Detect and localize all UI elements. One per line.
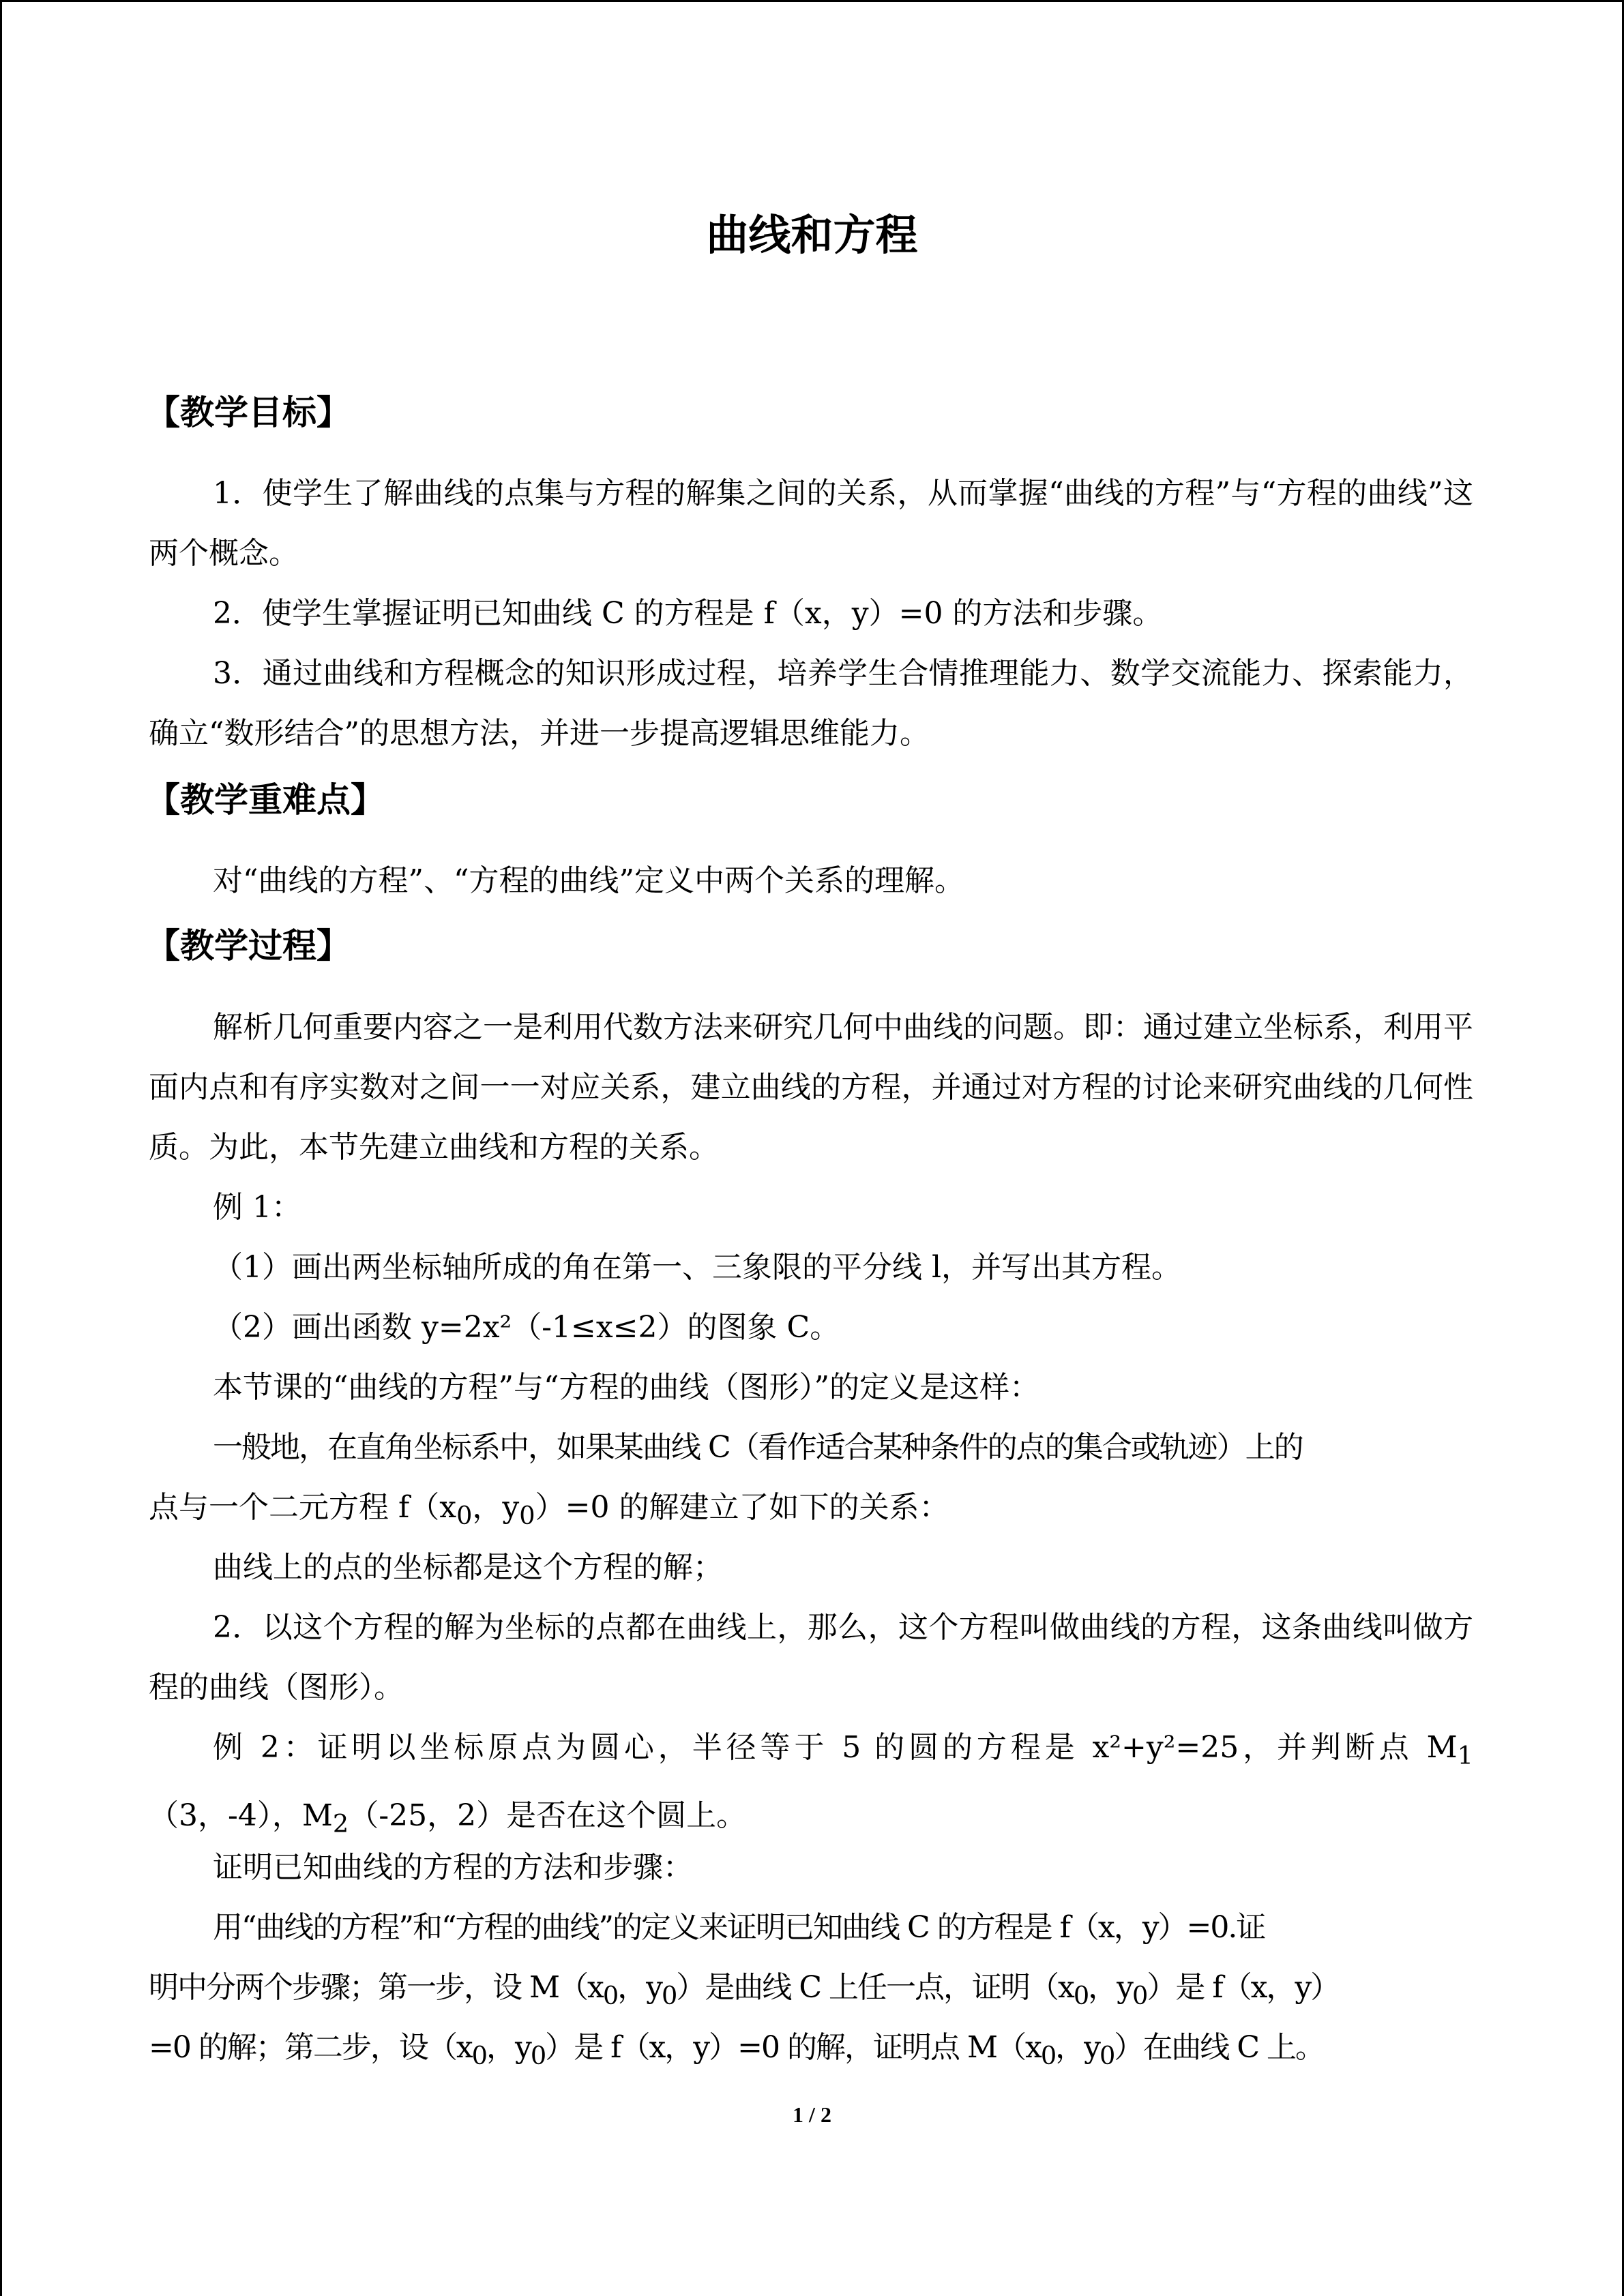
condition-2: 2．以这个方程的解为坐标的点都在曲线上，那么，这个方程叫做曲线的方程，这条曲线叫做方程的曲线（图形）。: [149, 1610, 1473, 1705]
proof-line-2: 明中分两个步骤；第一步，设 $M(x_0$，$y_0$）是曲线 C 上任一点，证明（$x_0$，$y_0$）是 f（x，y）: [149, 1970, 1340, 2010]
objective-1: 1．使学生了解曲线的点集与方程的解集之间的关系，从而掌握“曲线的方程”与“方程的曲线”这两个概念。: [149, 476, 1473, 571]
page-number: 1 / 2: [793, 2102, 831, 2127]
definition-line-2: 点与一个二元方程 $f(x_0$，$y_0)=0$ 的解建立了如下的关系：: [149, 1490, 949, 1530]
heading-key-points: 【教学重难点】: [146, 780, 385, 820]
objective-2: 2．使学生掌握证明已知曲线 C 的方程是 f（x，y）=0 的方法和步骤。: [213, 596, 1163, 631]
proof-line-1: 用“曲线的方程”和“方程的曲线”的定义来证明已知曲线 C 的方程是 f（x，y）=0.证: [213, 1910, 1265, 1945]
process-intro: 解析几何重要内容之一是利用代数方法来研究几何中曲线的问题。即：通过建立坐标系，利用平面内点和有序实数对之间一一对应关系，建立曲线的方程，并通过对方程的讨论来研究曲线的几何性质。为此，本节先建立曲线和方程的关系。: [149, 1010, 1473, 1165]
example-2: 例 2：证明以坐标原点为圆心，半径等于 5 的圆的方程是 x²+y²=25，并判断点 $M_1(3$，-4），$M_2(-25$，2）是否在这个圆上。: [149, 1730, 1473, 1838]
objective-3: 3．通过曲线和方程概念的知识形成过程，培养学生合情推理能力、数学交流能力、探索能力，确立“数形结合”的思想方法，并进一步提高逻辑思维能力。: [149, 656, 1473, 751]
definition-intro: 本节课的“曲线的方程”与“方程的曲线（图形）”的定义是这样：: [213, 1370, 1039, 1405]
heading-objectives: 【教学目标】: [146, 393, 351, 432]
page-border-left: [0, 0, 2, 2296]
definition-line-1: 一般地，在直角坐标系中，如果某曲线 C（看作适合某种条件的点的集合或轨迹）上的: [213, 1430, 1303, 1465]
key-point-1: 对“曲线的方程”、“方程的曲线”定义中两个关系的理解。: [213, 863, 964, 898]
condition-1: 曲线上的点的坐标都是这个方程的解；: [213, 1550, 723, 1585]
proof-line-3: =0 的解；第二步，设（$x_0$，$y_0$）是 f（x，y）=0 的解，证明点 $M(x_0$，$y_0$）在曲线 C 上。: [149, 2030, 1324, 2070]
page-border-top: [0, 0, 1624, 2]
heading-process: 【教学过程】: [146, 926, 351, 966]
example-1-label: 例 1：: [213, 1190, 301, 1225]
example-1-question-1: （1）画出两坐标轴所成的角在第一、三象限的平分线 l，并写出其方程。: [213, 1250, 1182, 1285]
page-title: 曲线和方程: [706, 210, 918, 260]
example-1-question-2: （2）画出函数 y=2x²（-1≤x≤2）的图象 C。: [213, 1310, 840, 1345]
proof-method-title: 证明已知曲线的方程的方法和步骤：: [213, 1850, 693, 1885]
